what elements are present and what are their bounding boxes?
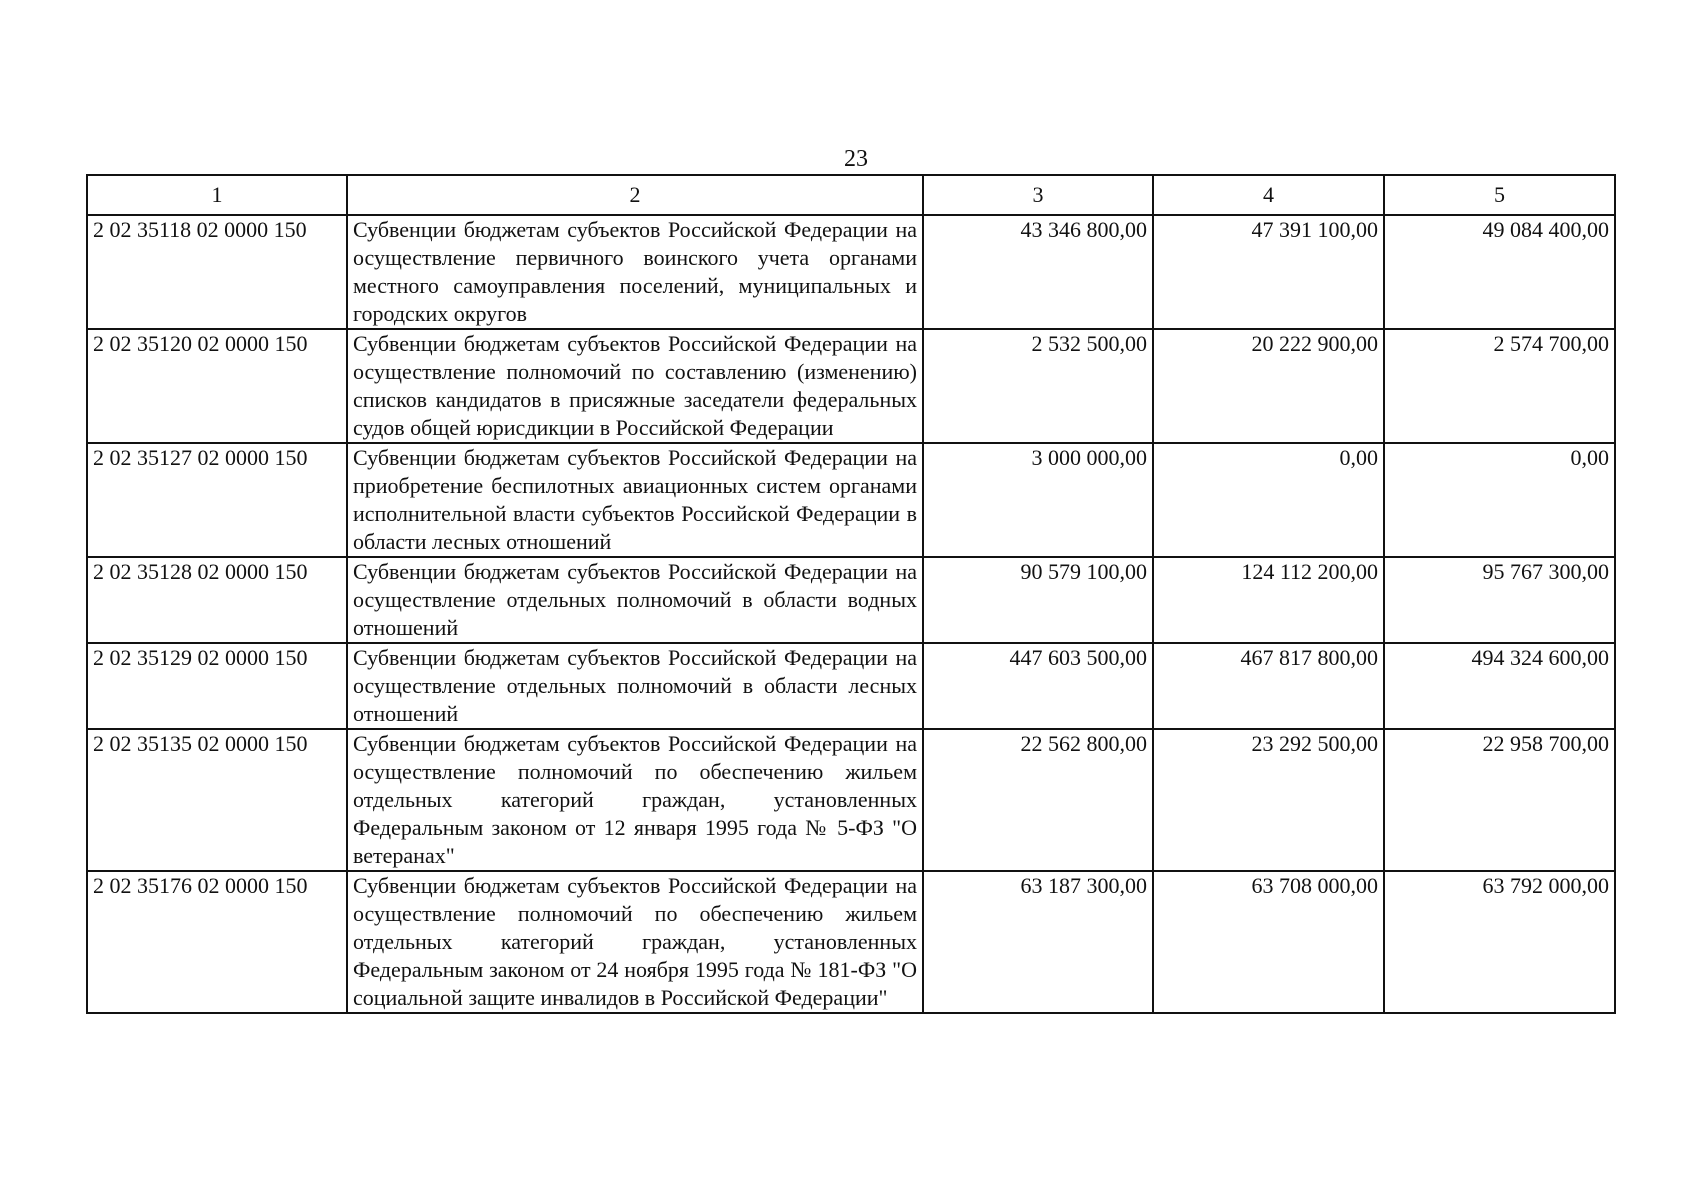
description-cell: Субвенции бюджетам субъектов Российской Федерации на осуществление отдельных полномочий в области лесных отношений [347, 643, 923, 729]
amount-col3-cell: 3 000 000,00 [923, 443, 1153, 557]
budget-code-cell: 2 02 35127 02 0000 150 [87, 443, 347, 557]
amount-col4-cell: 0,00 [1153, 443, 1384, 557]
column-header-4: 4 [1153, 175, 1384, 215]
description-cell: Субвенции бюджетам субъектов Российской Федерации на осуществление полномочий по составлению (изменению) списков кандидатов в присяжные заседатели федеральных судов общей юрисдикции в Российской Федерации [347, 329, 923, 443]
page-number: 23 [844, 146, 868, 172]
amount-col4-cell: 23 292 500,00 [1153, 729, 1384, 871]
amount-col4-cell: 467 817 800,00 [1153, 643, 1384, 729]
amount-col3-cell: 2 532 500,00 [923, 329, 1153, 443]
amount-col4-cell: 47 391 100,00 [1153, 215, 1384, 329]
description-cell: Субвенции бюджетам субъектов Российской Федерации на осуществление полномочий по обеспечению жильем отдельных категорий граждан, установленных Федеральным законом от 24 ноября 1995 года № 181-ФЗ "О социальной защите инвалидов в Российской Федерации" [347, 871, 923, 1013]
budget-code-cell: 2 02 35176 02 0000 150 [87, 871, 347, 1013]
description-cell: Субвенции бюджетам субъектов Российской Федерации на осуществление полномочий по обеспечению жильем отдельных категорий граждан, установленных Федеральным законом от 12 января 1995 года № 5-ФЗ "О ветеранах" [347, 729, 923, 871]
description-cell: Субвенции бюджетам субъектов Российской Федерации на осуществление первичного воинского учета органами местного самоуправления поселений, муниципальных и городских округов [347, 215, 923, 329]
budget-table [86, 174, 1616, 1014]
amount-col3-cell: 43 346 800,00 [923, 215, 1153, 329]
amount-col5-cell: 0,00 [1384, 443, 1615, 557]
column-header-3: 3 [923, 175, 1153, 215]
amount-col3-cell: 63 187 300,00 [923, 871, 1153, 1013]
table-row [87, 557, 1615, 643]
amount-col5-cell: 63 792 000,00 [1384, 871, 1615, 1013]
amount-col5-cell: 494 324 600,00 [1384, 643, 1615, 729]
budget-code-cell: 2 02 35120 02 0000 150 [87, 329, 347, 443]
budget-code-cell: 2 02 35118 02 0000 150 [87, 215, 347, 329]
amount-col3-cell: 90 579 100,00 [923, 557, 1153, 643]
table-row [87, 643, 1615, 729]
budget-code-cell: 2 02 35135 02 0000 150 [87, 729, 347, 871]
table-row [87, 443, 1615, 557]
amount-col5-cell: 49 084 400,00 [1384, 215, 1615, 329]
column-header-2: 2 [347, 175, 923, 215]
description-cell: Субвенции бюджетам субъектов Российской Федерации на приобретение беспилотных авиационных систем органами исполнительной власти субъектов Российской Федерации в области лесных отношений [347, 443, 923, 557]
amount-col4-cell: 20 222 900,00 [1153, 329, 1384, 443]
amount-col5-cell: 22 958 700,00 [1384, 729, 1615, 871]
table-row [87, 329, 1615, 443]
amount-col4-cell: 124 112 200,00 [1153, 557, 1384, 643]
column-header-1: 1 [87, 175, 347, 215]
table-row [87, 215, 1615, 329]
column-header-5: 5 [1384, 175, 1615, 215]
description-cell: Субвенции бюджетам субъектов Российской Федерации на осуществление отдельных полномочий в области водных отношений [347, 557, 923, 643]
amount-col3-cell: 22 562 800,00 [923, 729, 1153, 871]
table-row [87, 871, 1615, 1013]
amount-col5-cell: 95 767 300,00 [1384, 557, 1615, 643]
header-row [87, 175, 1615, 215]
amount-col5-cell: 2 574 700,00 [1384, 329, 1615, 443]
budget-code-cell: 2 02 35129 02 0000 150 [87, 643, 347, 729]
amount-col3-cell: 447 603 500,00 [923, 643, 1153, 729]
budget-code-cell: 2 02 35128 02 0000 150 [87, 557, 347, 643]
amount-col4-cell: 63 708 000,00 [1153, 871, 1384, 1013]
table-row [87, 729, 1615, 871]
